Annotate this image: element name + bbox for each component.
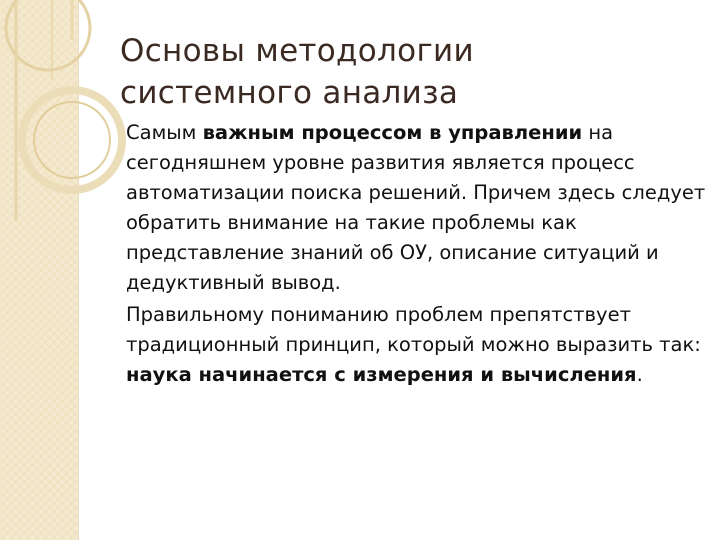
title-line: системного анализа [120,75,459,111]
slide-body [126,118,706,392]
slide-title [120,30,680,114]
paragraph [126,300,706,390]
bold-text: наука начинается с измерения и вычисления [126,363,637,386]
bold-text: важным процессом в управлении [202,121,583,144]
decorative-sidebar [0,0,79,540]
paragraph [126,118,706,298]
title-line: Основы методологии [120,33,474,69]
text-run: на сегодняшнем уровне развития является процесс автоматизации поиска решений. Причем здесь следует обратить внимание на такие проблемы как представление знаний об ОУ, описание ситуаций и дедуктивный вывод. [126,121,706,294]
text-run: Самым [126,121,203,144]
text-run: . [636,363,643,386]
text-run: Правильному пониманию проблем препятствует традиционный принцип, который можно выразить так: [126,303,701,356]
